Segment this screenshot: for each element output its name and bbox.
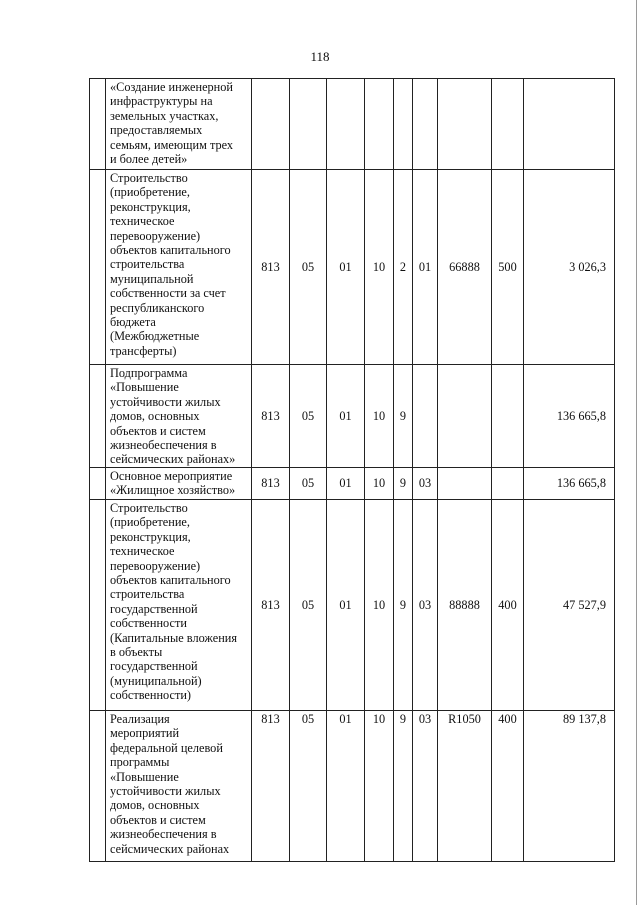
event-code bbox=[413, 365, 438, 468]
table-row bbox=[90, 711, 615, 862]
program-code bbox=[365, 79, 394, 170]
amount: 47 527,9 bbox=[524, 500, 615, 711]
amount bbox=[524, 79, 615, 170]
section-code bbox=[290, 79, 327, 170]
ministry-code bbox=[252, 79, 290, 170]
direction-code bbox=[438, 468, 492, 500]
section-code: 05 bbox=[290, 170, 327, 365]
direction-code: 88888 bbox=[438, 500, 492, 711]
page-number: 118 bbox=[310, 49, 330, 64]
table-row bbox=[90, 170, 615, 365]
budget-table bbox=[89, 78, 615, 862]
expense-type-code bbox=[492, 468, 524, 500]
expense-type-code bbox=[492, 365, 524, 468]
table-row bbox=[90, 79, 615, 170]
row-spacer-cell bbox=[90, 365, 106, 468]
ministry-code: 813 bbox=[252, 365, 290, 468]
subsection-code: 01 bbox=[327, 170, 365, 365]
row-spacer-cell bbox=[90, 170, 106, 365]
ministry-code: 813 bbox=[252, 500, 290, 711]
event-code: 03 bbox=[413, 711, 438, 862]
amount: 89 137,8 bbox=[524, 711, 615, 862]
row-name: Основное мероприятие «Жилищное хозяйство» bbox=[106, 468, 252, 500]
program-code: 10 bbox=[365, 170, 394, 365]
row-name: Строительство (приобретение, реконструкция, техническое перевооружение) объектов капитального строительства муниципальной собственности за счет республиканского бюджета (Межбюджетные трансферты) bbox=[106, 170, 252, 365]
table-row bbox=[90, 365, 615, 468]
subprogram-code: 9 bbox=[394, 711, 413, 862]
row-name: «Создание инженерной инфраструктуры на земельных участках, предоставляемых семьям, имеющим трех и более детей» bbox=[106, 79, 252, 170]
expense-type-code bbox=[492, 79, 524, 170]
row-spacer-cell bbox=[90, 711, 106, 862]
direction-code: R1050 bbox=[438, 711, 492, 862]
row-spacer-cell bbox=[90, 468, 106, 500]
amount: 136 665,8 bbox=[524, 365, 615, 468]
amount: 136 665,8 bbox=[524, 468, 615, 500]
subprogram-code: 9 bbox=[394, 365, 413, 468]
expense-type-code: 400 bbox=[492, 711, 524, 862]
section-code: 05 bbox=[290, 711, 327, 862]
ministry-code: 813 bbox=[252, 711, 290, 862]
event-code: 03 bbox=[413, 500, 438, 711]
direction-code: 66888 bbox=[438, 170, 492, 365]
row-name: Реализация мероприятий федеральной целевой программы «Повышение устойчивости жилых домов, основных объектов и систем жизнеобеспечения в сейсмических районах bbox=[106, 711, 252, 862]
row-spacer-cell bbox=[90, 500, 106, 711]
subprogram-code: 9 bbox=[394, 468, 413, 500]
expense-type-code: 500 bbox=[492, 170, 524, 365]
section-code: 05 bbox=[290, 500, 327, 711]
program-code: 10 bbox=[365, 711, 394, 862]
event-code: 03 bbox=[413, 468, 438, 500]
subprogram-code: 9 bbox=[394, 500, 413, 711]
expense-type-code: 400 bbox=[492, 500, 524, 711]
subsection-code bbox=[327, 79, 365, 170]
table-row bbox=[90, 500, 615, 711]
program-code: 10 bbox=[365, 365, 394, 468]
program-code: 10 bbox=[365, 500, 394, 711]
amount: 3 026,3 bbox=[524, 170, 615, 365]
scan-edge-line bbox=[636, 0, 637, 905]
event-code: 01 bbox=[413, 170, 438, 365]
program-code: 10 bbox=[365, 468, 394, 500]
subprogram-code bbox=[394, 79, 413, 170]
ministry-code: 813 bbox=[252, 170, 290, 365]
subsection-code: 01 bbox=[327, 711, 365, 862]
row-name: Строительство (приобретение, реконструкция, техническое перевооружение) объектов капитального строительства государственной собственности (Капитальные вложения в объекты государственной (муниципальной) собственности) bbox=[106, 500, 252, 711]
ministry-code: 813 bbox=[252, 468, 290, 500]
section-code: 05 bbox=[290, 365, 327, 468]
subsection-code: 01 bbox=[327, 468, 365, 500]
subsection-code: 01 bbox=[327, 365, 365, 468]
table-row bbox=[90, 468, 615, 500]
section-code: 05 bbox=[290, 468, 327, 500]
subprogram-code: 2 bbox=[394, 170, 413, 365]
direction-code bbox=[438, 365, 492, 468]
event-code bbox=[413, 79, 438, 170]
direction-code bbox=[438, 79, 492, 170]
row-spacer-cell bbox=[90, 79, 106, 170]
row-name: Подпрограмма «Повышение устойчивости жилых домов, основных объектов и систем жизнеобеспечения в сейсмических районах» bbox=[106, 365, 252, 468]
subsection-code: 01 bbox=[327, 500, 365, 711]
